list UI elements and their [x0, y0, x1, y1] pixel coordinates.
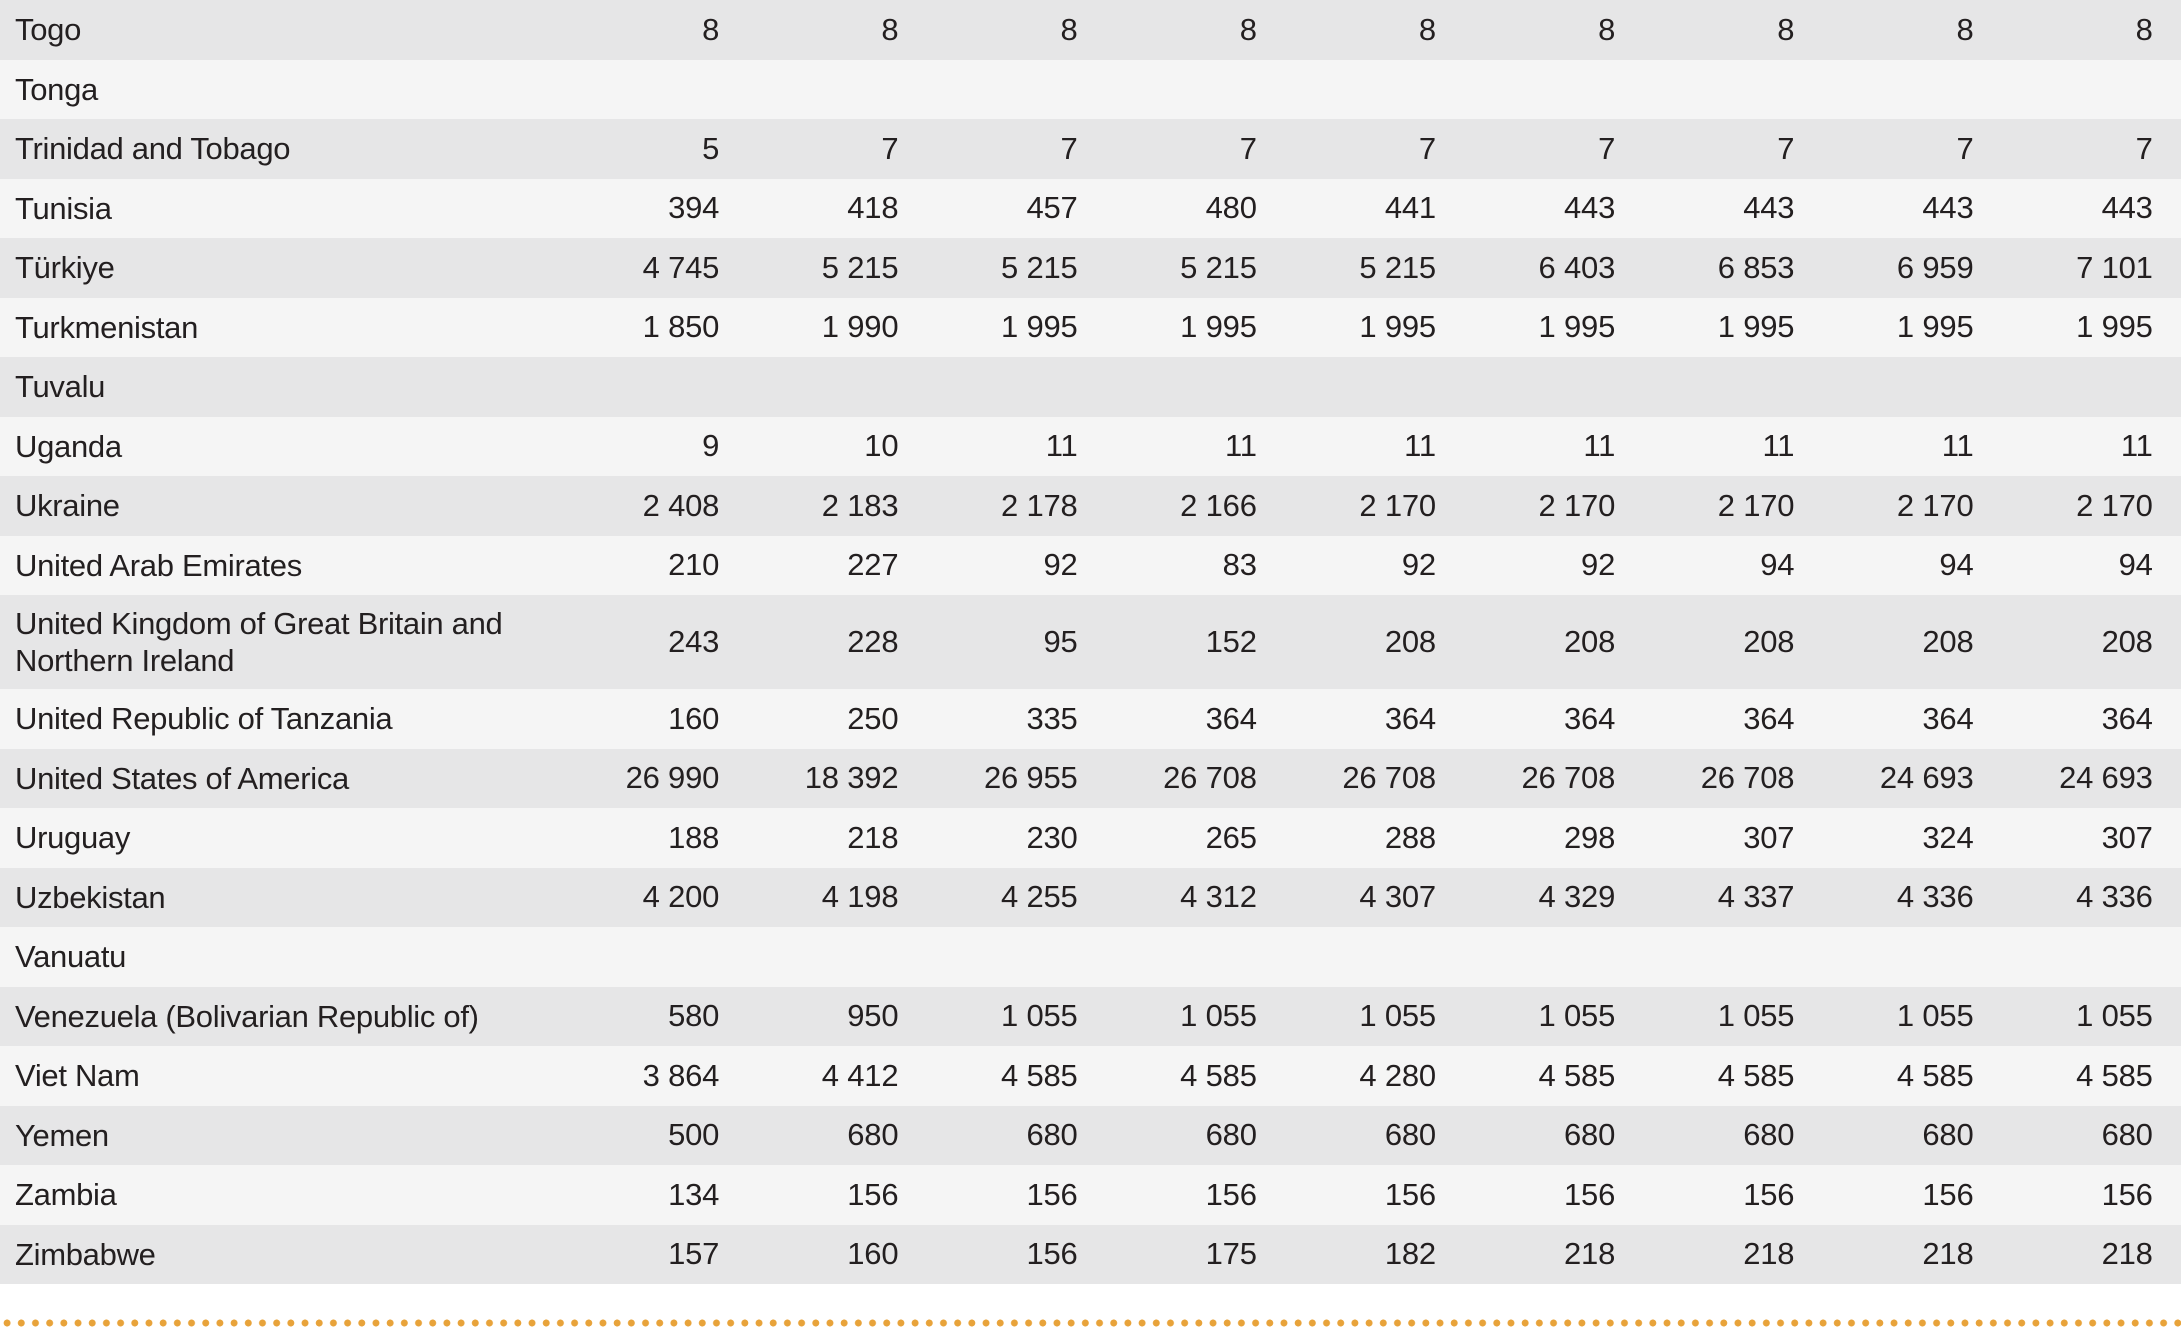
- value-cell: 26 708: [1700, 760, 1795, 796]
- value-cell: 11: [1404, 428, 1436, 464]
- value-cell: 7: [881, 130, 899, 166]
- value-cell: 243: [668, 624, 720, 659]
- value-cell: 2 170: [1717, 487, 1795, 523]
- value-cell: 1 055: [1359, 998, 1436, 1034]
- value-cell: 480: [1205, 190, 1257, 226]
- country-name: United Republic of Tanzania: [15, 701, 393, 737]
- table-row: [0, 927, 2181, 987]
- country-name: Uganda: [15, 428, 122, 464]
- value-cell: 218: [847, 819, 899, 855]
- value-cell: 7: [1777, 130, 1795, 166]
- country-name: Vanuatu: [15, 939, 127, 975]
- value-cell: 83: [1222, 547, 1257, 583]
- value-cell: 218: [1922, 1236, 1974, 1272]
- value-cell: 92: [1581, 547, 1616, 583]
- value-cell: 8: [702, 11, 720, 47]
- value-cell: 307: [1743, 819, 1795, 855]
- value-cell: 5 215: [1180, 249, 1257, 285]
- value-cell: 680: [1384, 1117, 1436, 1153]
- table-row: [0, 689, 2181, 749]
- dotted-divider: [0, 1318, 2181, 1328]
- country-name: Uzbekistan: [15, 879, 166, 915]
- value-cell: 443: [1564, 190, 1616, 226]
- value-cell: 265: [1205, 819, 1257, 855]
- value-cell: 4 198: [821, 879, 899, 915]
- value-cell: 1 995: [1359, 309, 1436, 345]
- value-cell: 8: [1239, 11, 1257, 47]
- value-cell: 3 864: [642, 1057, 720, 1093]
- value-cell: 156: [2101, 1176, 2153, 1212]
- value-cell: 4 307: [1359, 879, 1436, 915]
- value-cell: 441: [1384, 190, 1436, 226]
- value-cell: 4 337: [1717, 879, 1795, 915]
- value-cell: 94: [1760, 547, 1795, 583]
- value-cell: 210: [668, 547, 720, 583]
- value-cell: 218: [1564, 1236, 1616, 1272]
- value-cell: 95: [1043, 624, 1078, 659]
- table-row: [0, 476, 2181, 536]
- table-row: [0, 595, 2181, 689]
- country-name: Türkiye: [15, 250, 115, 286]
- value-cell: 26 708: [1521, 760, 1616, 796]
- value-cell: 4 585: [1000, 1057, 1078, 1093]
- value-cell: 6 959: [1896, 249, 1974, 285]
- value-cell: 8: [1777, 11, 1795, 47]
- country-name: Togo: [15, 12, 82, 48]
- value-cell: 680: [1743, 1117, 1795, 1153]
- value-cell: 4 412: [821, 1057, 899, 1093]
- value-cell: 4 312: [1180, 879, 1257, 915]
- value-cell: 298: [1564, 819, 1616, 855]
- value-cell: 26 708: [1342, 760, 1436, 796]
- value-cell: 1 990: [821, 309, 899, 345]
- value-cell: 160: [668, 700, 720, 736]
- value-cell: 156: [1026, 1176, 1078, 1212]
- value-cell: 182: [1384, 1236, 1436, 1272]
- value-cell: 364: [1743, 700, 1795, 736]
- country-name: Turkmenistan: [15, 309, 199, 345]
- value-cell: 208: [1564, 624, 1616, 659]
- value-cell: 157: [668, 1236, 720, 1272]
- value-cell: 680: [1564, 1117, 1616, 1153]
- value-cell: 94: [1939, 547, 1974, 583]
- table-row: [0, 0, 2181, 60]
- value-cell: 2 178: [1000, 487, 1078, 523]
- value-cell: 364: [1205, 700, 1257, 736]
- value-cell: 1 055: [1538, 998, 1616, 1034]
- value-cell: 156: [1564, 1176, 1616, 1212]
- value-cell: 5 215: [1359, 249, 1436, 285]
- country-name: United Kingdom of Great Britain and Northern Ireland: [15, 606, 503, 678]
- value-cell: 4 255: [1000, 879, 1078, 915]
- country-name: Zambia: [15, 1177, 117, 1213]
- value-cell: 4 585: [2076, 1057, 2153, 1093]
- table-row: [0, 357, 2181, 417]
- value-cell: 335: [1026, 700, 1078, 736]
- value-cell: 11: [1762, 428, 1795, 464]
- value-cell: 218: [1743, 1236, 1795, 1272]
- table-row: [0, 1106, 2181, 1166]
- value-cell: 7: [1598, 130, 1616, 166]
- value-cell: 7: [1956, 130, 1974, 166]
- value-cell: 680: [847, 1117, 899, 1153]
- table-row: [0, 987, 2181, 1047]
- table-row: [0, 868, 2181, 928]
- value-cell: 680: [1205, 1117, 1257, 1153]
- value-cell: 156: [1205, 1176, 1257, 1212]
- value-cell: 2 170: [2076, 487, 2153, 523]
- value-cell: 134: [668, 1176, 720, 1212]
- table-row: [0, 298, 2181, 358]
- value-cell: 11: [1224, 428, 1257, 464]
- value-cell: 443: [1743, 190, 1795, 226]
- value-cell: 443: [2101, 190, 2153, 226]
- value-cell: 8: [1060, 11, 1078, 47]
- value-cell: 228: [847, 624, 899, 659]
- value-cell: 26 708: [1163, 760, 1257, 796]
- value-cell: 1 055: [1717, 998, 1795, 1034]
- value-cell: 418: [847, 190, 899, 226]
- table-row: [0, 808, 2181, 868]
- value-cell: 24 693: [1879, 760, 1974, 796]
- value-cell: 208: [1384, 624, 1436, 659]
- value-cell: 1 995: [1000, 309, 1078, 345]
- value-cell: 160: [847, 1236, 899, 1272]
- country-name: Viet Nam: [15, 1058, 140, 1094]
- value-cell: 1 995: [1538, 309, 1616, 345]
- value-cell: 1 995: [1180, 309, 1257, 345]
- value-cell: 208: [1922, 624, 1974, 659]
- value-cell: 2 183: [821, 487, 899, 523]
- value-cell: 1 995: [1717, 309, 1795, 345]
- value-cell: 4 329: [1538, 879, 1616, 915]
- value-cell: 24 693: [2059, 760, 2153, 796]
- value-cell: 1 995: [1896, 309, 1974, 345]
- value-cell: 680: [1922, 1117, 1974, 1153]
- value-cell: 6 403: [1538, 249, 1616, 285]
- country-name: United Arab Emirates: [15, 547, 302, 583]
- value-cell: 680: [1026, 1117, 1078, 1153]
- value-cell: 5: [702, 130, 720, 166]
- value-cell: 394: [668, 190, 720, 226]
- country-name: Venezuela (Bolivarian Republic of): [15, 998, 479, 1034]
- value-cell: 1 055: [1896, 998, 1974, 1034]
- table-row: [0, 1046, 2181, 1106]
- value-cell: 156: [1922, 1176, 1974, 1212]
- value-cell: 364: [1384, 700, 1436, 736]
- value-cell: 208: [2101, 624, 2153, 659]
- value-cell: 4 745: [642, 249, 720, 285]
- value-cell: 1 055: [1180, 998, 1257, 1034]
- table-row: [0, 1225, 2181, 1285]
- value-cell: 26 990: [625, 760, 720, 796]
- value-cell: 7: [2135, 130, 2153, 166]
- value-cell: 11: [1045, 428, 1078, 464]
- country-name: Ukraine: [15, 488, 120, 524]
- country-name: Trinidad and Tobago: [15, 131, 291, 167]
- value-cell: 443: [1922, 190, 1974, 226]
- country-name: Yemen: [15, 1117, 109, 1153]
- value-cell: 307: [2101, 819, 2153, 855]
- value-cell: 156: [1026, 1236, 1078, 1272]
- value-cell: 2 170: [1896, 487, 1974, 523]
- value-cell: 7: [1418, 130, 1436, 166]
- value-cell: 2 170: [1538, 487, 1616, 523]
- value-cell: 2 166: [1180, 487, 1257, 523]
- value-cell: 18 392: [804, 760, 899, 796]
- table-row: [0, 60, 2181, 120]
- value-cell: 92: [1401, 547, 1436, 583]
- value-cell: 4 336: [2076, 879, 2153, 915]
- value-cell: 580: [668, 998, 720, 1034]
- table-row: [0, 749, 2181, 809]
- value-cell: 11: [1941, 428, 1974, 464]
- value-cell: 1 850: [642, 309, 720, 345]
- value-cell: 364: [1564, 700, 1616, 736]
- value-cell: 26 955: [983, 760, 1078, 796]
- value-cell: 4 280: [1359, 1057, 1436, 1093]
- value-cell: 11: [1583, 428, 1616, 464]
- table-row: [0, 119, 2181, 179]
- value-cell: 11: [2120, 428, 2153, 464]
- value-cell: 500: [668, 1117, 720, 1153]
- value-cell: 364: [2101, 700, 2153, 736]
- value-cell: 364: [1922, 700, 1974, 736]
- value-cell: 152: [1205, 624, 1257, 659]
- value-cell: 4 585: [1717, 1057, 1795, 1093]
- value-cell: 8: [1598, 11, 1616, 47]
- table-row: [0, 417, 2181, 477]
- value-cell: 4 200: [642, 879, 720, 915]
- country-name: Uruguay: [15, 820, 131, 856]
- value-cell: 7: [1060, 130, 1078, 166]
- value-cell: 680: [2101, 1117, 2153, 1153]
- value-cell: 175: [1205, 1236, 1257, 1272]
- value-cell: 457: [1026, 190, 1078, 226]
- value-cell: 8: [2135, 11, 2153, 47]
- value-cell: 7 101: [2076, 249, 2153, 285]
- value-cell: 156: [1743, 1176, 1795, 1212]
- value-cell: 7: [1239, 130, 1257, 166]
- table-row: [0, 238, 2181, 298]
- value-cell: 1 055: [2076, 998, 2153, 1034]
- value-cell: 8: [1956, 11, 1974, 47]
- value-cell: 10: [864, 428, 899, 464]
- table-row: [0, 536, 2181, 596]
- value-cell: 288: [1384, 819, 1436, 855]
- country-name: United States of America: [15, 760, 349, 796]
- value-cell: 950: [847, 998, 899, 1034]
- value-cell: 230: [1026, 819, 1078, 855]
- value-cell: 208: [1743, 624, 1795, 659]
- value-cell: 1 995: [2076, 309, 2153, 345]
- value-cell: 156: [1384, 1176, 1436, 1212]
- country-name: Tuvalu: [15, 369, 106, 405]
- value-cell: 156: [847, 1176, 899, 1212]
- country-name: Zimbabwe: [15, 1236, 156, 1272]
- value-cell: 9: [702, 428, 720, 464]
- value-cell: 324: [1922, 819, 1974, 855]
- value-cell: 4 585: [1538, 1057, 1616, 1093]
- value-cell: 250: [847, 700, 899, 736]
- value-cell: 2 408: [642, 487, 720, 523]
- value-cell: 1 055: [1000, 998, 1078, 1034]
- value-cell: 92: [1043, 547, 1078, 583]
- value-cell: 8: [1418, 11, 1436, 47]
- value-cell: 94: [2118, 547, 2153, 583]
- value-cell: 188: [668, 819, 720, 855]
- table-row: [0, 179, 2181, 239]
- country-name: Tunisia: [15, 190, 112, 226]
- value-cell: 6 853: [1717, 249, 1795, 285]
- value-cell: 8: [881, 11, 899, 47]
- value-cell: 2 170: [1359, 487, 1436, 523]
- value-cell: 4 585: [1180, 1057, 1257, 1093]
- table-row: [0, 1165, 2181, 1225]
- value-cell: 218: [2101, 1236, 2153, 1272]
- value-cell: 5 215: [1000, 249, 1078, 285]
- value-cell: 4 585: [1896, 1057, 1974, 1093]
- value-cell: 227: [847, 547, 899, 583]
- value-cell: 4 336: [1896, 879, 1974, 915]
- country-name: Tonga: [15, 71, 98, 107]
- value-cell: 5 215: [821, 249, 899, 285]
